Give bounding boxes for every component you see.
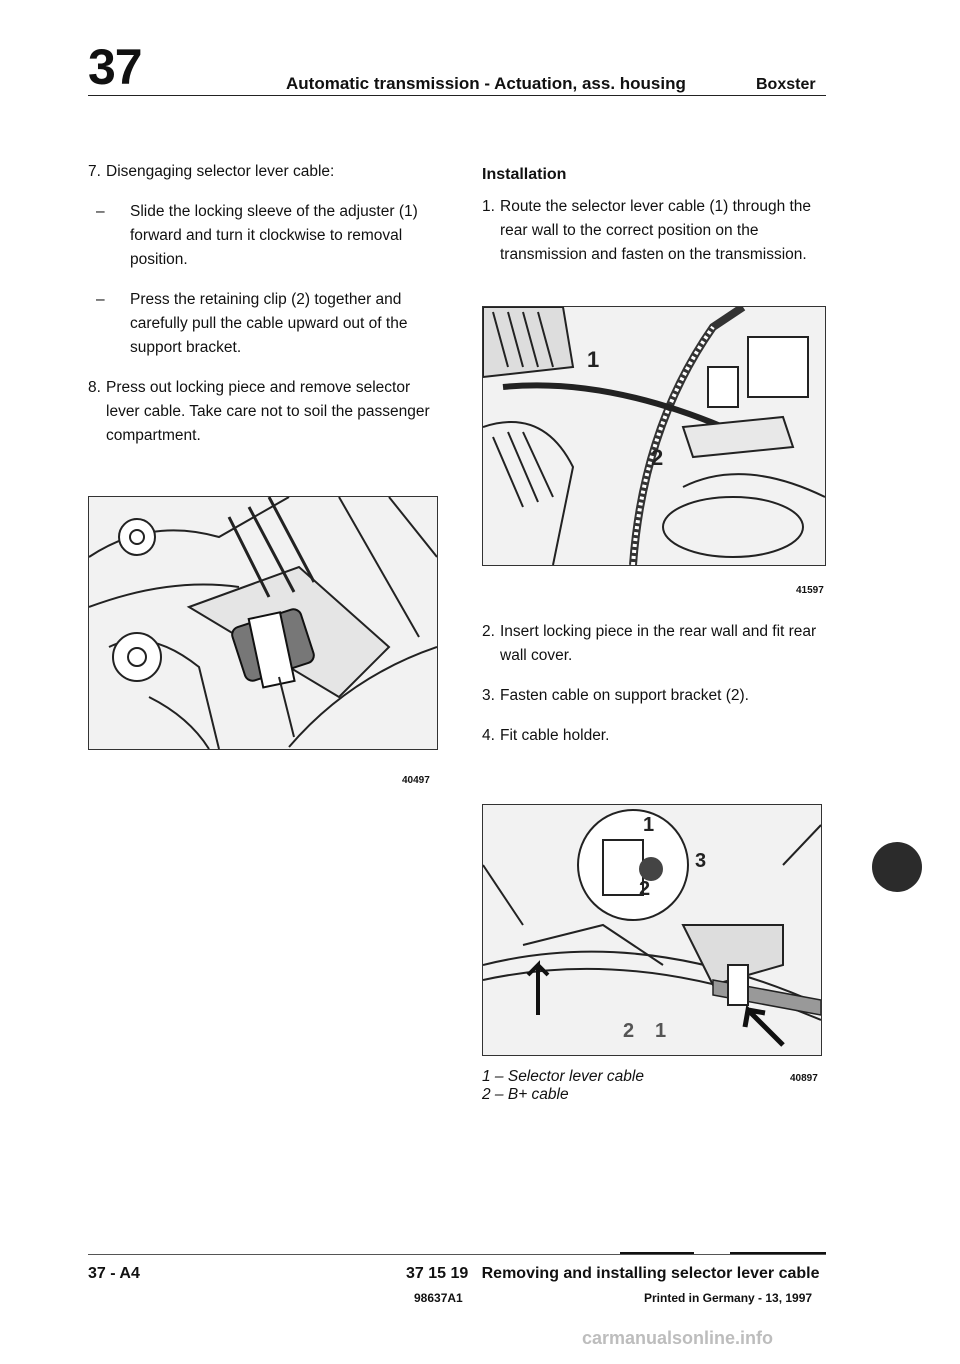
footer-rule-accent-1 xyxy=(620,1252,694,1254)
figure2-label-b2: 2 xyxy=(623,1020,635,1042)
figure2-label-2: 1 xyxy=(643,814,655,836)
header-title: Automatic transmission - Actuation, ass. housing xyxy=(286,74,686,93)
figure-code-40497: 40497 xyxy=(402,775,430,786)
step-number: 1. xyxy=(482,198,495,215)
left-column xyxy=(88,160,434,448)
step-text: Fasten cable on support bracket (2). xyxy=(500,687,749,704)
cable-routing-drawing xyxy=(483,307,825,565)
substep-1 xyxy=(88,200,434,272)
install-step-3 xyxy=(482,684,828,708)
step-text: Route the selector lever cable (1) through the rear wall to the correct position on the transmission and fasten on the transmission. xyxy=(500,198,812,263)
dash: – xyxy=(96,203,105,220)
substep-2 xyxy=(88,288,434,360)
step-number: 7. xyxy=(88,163,101,180)
step-number: 8. xyxy=(88,379,101,396)
dash: – xyxy=(96,291,105,308)
caption-selector-lever-cable: 1 – Selector lever cable xyxy=(482,1068,644,1085)
step-7 xyxy=(88,160,434,184)
step-text: Press out locking piece and remove selector lever cable. Take care not to soil the passenger compartment. xyxy=(106,379,430,444)
install-step-2 xyxy=(482,620,828,668)
right-column-top xyxy=(482,163,828,267)
figure-code-40897: 40897 xyxy=(790,1073,818,1084)
figure2-label-1: 2 xyxy=(639,878,651,900)
footer-rule xyxy=(88,1254,826,1255)
footer-page-number: 37 - A4 xyxy=(88,1265,140,1282)
figure-41597 xyxy=(482,306,826,566)
footer-rule-accent-2 xyxy=(730,1252,826,1254)
footer-document-number: 98637A1 xyxy=(414,1291,463,1305)
step-8 xyxy=(88,376,434,448)
figure2-label-3: 3 xyxy=(695,850,707,872)
right-column-middle xyxy=(482,620,828,748)
install-step-1 xyxy=(482,195,828,267)
margin-marker-dot xyxy=(872,842,922,892)
step-number: 3. xyxy=(482,687,495,704)
header-rule xyxy=(88,95,826,96)
figure2-label-b1: 1 xyxy=(655,1020,667,1042)
figure1-label-2: 2 xyxy=(651,445,664,470)
step-text: Disengaging selector lever cable: xyxy=(106,163,335,180)
step-number: 4. xyxy=(482,727,495,744)
caption-b-plus-cable: 2 – B+ cable xyxy=(482,1086,569,1103)
figure-code-41597: 41597 xyxy=(796,585,824,596)
header-model: Boxster xyxy=(756,76,816,93)
figure-40497 xyxy=(88,496,438,750)
figure1-label-1: 1 xyxy=(587,347,600,372)
substep-text: Press the retaining clip (2) together and carefully pull the cable upward out of the support bracket. xyxy=(130,291,408,356)
installation-heading: Installation xyxy=(482,166,567,183)
chapter-number: 37 xyxy=(88,39,142,95)
step-text: Fit cable holder. xyxy=(500,727,610,744)
install-step-4 xyxy=(482,724,828,748)
step-number: 2. xyxy=(482,623,495,640)
figure-40897 xyxy=(482,804,822,1056)
step-text: Insert locking piece in the rear wall and fit rear wall cover. xyxy=(500,623,817,664)
cable-holder-drawing xyxy=(483,805,821,1055)
substep-text: Slide the locking sleeve of the adjuster (1) forward and turn it clockwise to removal position. xyxy=(130,203,418,268)
footer-section-title: 37 15 19 Removing and installing selector lever cable xyxy=(406,1265,820,1282)
selector-cable-drawing xyxy=(89,497,437,749)
footer-printed-info: Printed in Germany - 13, 1997 xyxy=(644,1291,813,1305)
watermark: carmanualsonline.info xyxy=(582,1328,774,1348)
